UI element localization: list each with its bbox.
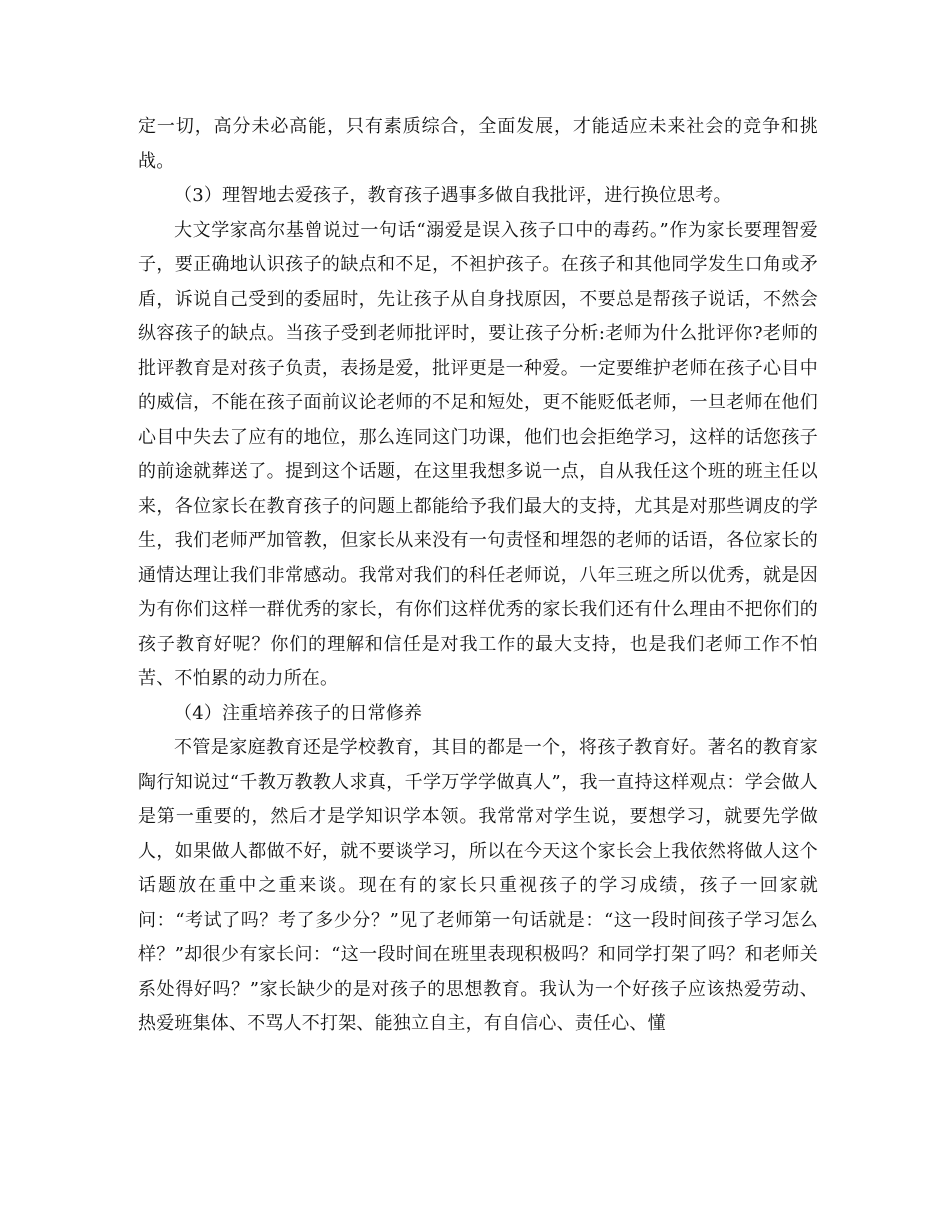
paragraph-education-goal: 不管是家庭教育还是学校教育，其目的都是一个，将孩子教育好。著名的教育家陶行知说过“千教万教教人求真，千学万学学做真人”，我一直持这样观点：学会做人是第一重要的，然后才是学知识学本领。我常常对学生说，要想学习，就要先学做人，如果做人都做不好，就不要谈学习，所以在今天这个家长会上我依然将做人这个话题放在重中之重来谈。现在有的家长只重视孩子的学习成绩，孩子一回家就问：“考试了吗？考了多少分？”见了老师第一句话就是：“这一段时间孩子学习怎么样？”却很少有家长问：“这一段时间在班里表现积极吗？和同学打架了吗？和老师关系处得好吗？”家长缺少的是对孩子的思想教育。我认为一个好孩子应该热爱劳动、热爱班集体、不骂人不打架、能独立自主，有自信心、责任心、懂 — [138, 737, 818, 1034]
paragraph-continuation: 定一切，高分未必高能，只有素质综合，全面发展，才能适应未来社会的竞争和挑战。 — [138, 116, 818, 172]
paragraph-gorky-quote: 大文学家高尔基曾说过一句话“溺爱是误入孩子口中的毒药。”作为家长要理智爱子，要正确地认识孩子的缺点和不足，不袒护孩子。在孩子和其他同学发生口角或矛盾，诉说自己受到的委屈时，先让孩子从自身找原因，不要总是帮孩子说话，不然会纵容孩子的缺点。当孩子受到老师批评时，要让孩子分析:老师为什么批评你?老师的批评教育是对孩子负责，表扬是爱，批评更是一种爱。一定要维护老师在孩子心目中的威信，不能在孩子面前议论老师的不足和短处，更不能贬低老师，一旦老师在他们心目中失去了应有的地位，那么连同这门功课，他们也会拒绝学习，这样的话您孩子的前途就葬送了。提到这个话题，在这里我想多说一点，自从我任这个班的班主任以来，各位家长在教育孩子的问题上都能给予我们最大的支持，尤其是对那些调皮的学生，我们老师严加管教，但家长从来没有一句责怪和埋怨的老师的话语，各位家长的通情达理让我们非常感动。我常对我们的科任老师说，八年三班之所以优秀，就是因为有你们这样一群优秀的家长，有你们这样优秀的家长我们还有什么理由不把你们的孩子教育好呢？你们的理解和信任是对我工作的最大支持，也是我们老师工作不怕苦、不怕累的动力所在。 — [138, 219, 818, 689]
section-heading-3: （3）理智地去爱孩子，教育孩子遇事多做自我批评，进行换位思考。 — [174, 185, 732, 206]
document-body — [138, 110, 818, 1042]
section-heading-4: （4）注重培养孩子的日常修养 — [174, 702, 423, 724]
